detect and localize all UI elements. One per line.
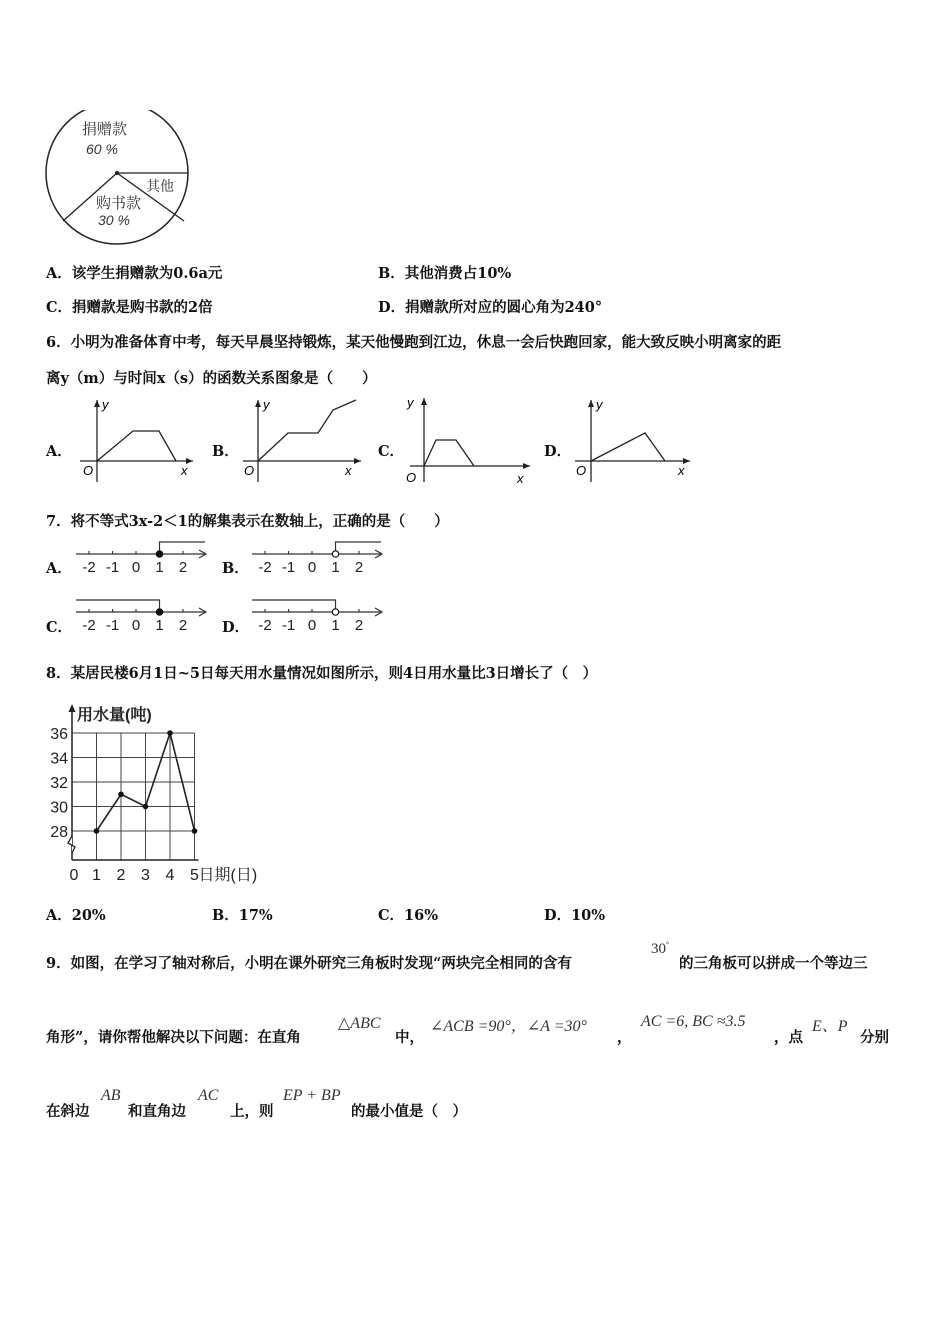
tick-label: -1 bbox=[281, 559, 296, 576]
q5-option-b[interactable]: B．其他消费占10% bbox=[378, 265, 512, 282]
q6-stem-line1: 6．小明为准备体育中考，每天早晨坚持锻炼，某天他慢跑到江边，休息一会后快跑回家，能大致反映小明离家的距 bbox=[46, 334, 782, 351]
q6-stem-line2: 离y（m）与时间x（s）的函数关系图象是（ ） bbox=[46, 370, 377, 387]
tick-label: 0 bbox=[131, 617, 141, 634]
q6-graph-d[interactable] bbox=[570, 396, 692, 486]
y-tick-label: 36 bbox=[50, 726, 68, 743]
solution-ray bbox=[336, 542, 382, 554]
q9-line1-a: 9．如图，在学习了轴对称后，小明在课外研究三角板时发现“两块完全相同的含有 bbox=[46, 955, 572, 972]
tick-label: -1 bbox=[105, 559, 120, 576]
q8-option-a[interactable]: A．20% bbox=[46, 907, 106, 924]
y-tick-label: 32 bbox=[50, 775, 68, 792]
tick-label: -2 bbox=[258, 617, 272, 634]
svg-text:x: x bbox=[678, 463, 685, 478]
tick-label: -1 bbox=[281, 617, 296, 634]
y-axis-arrow bbox=[69, 704, 76, 712]
q9-ab: AB bbox=[101, 1087, 121, 1104]
pie-center-dot bbox=[115, 171, 119, 175]
tick-label: 1 bbox=[331, 559, 340, 576]
tick-label: 0 bbox=[307, 559, 317, 576]
q8-option-c[interactable]: C．16% bbox=[378, 907, 438, 924]
y-tick-label: 28 bbox=[50, 824, 68, 841]
y-axis-label: 用水量(吨) bbox=[77, 707, 152, 724]
water-usage-chart bbox=[40, 700, 285, 885]
q6-graph-b-curve bbox=[258, 400, 356, 461]
q7-numberline-b[interactable] bbox=[250, 540, 388, 582]
data-point bbox=[167, 730, 173, 736]
q9-triangle: △ABC bbox=[338, 1015, 381, 1032]
x-axis-label: 日期(日) bbox=[198, 867, 258, 884]
tick-label: 2 bbox=[178, 559, 188, 576]
pie-label-other: 其他 bbox=[146, 178, 174, 194]
tick-label: -2 bbox=[82, 559, 96, 576]
pie-label-book: 购书款 bbox=[96, 195, 142, 212]
svg-text:y: y bbox=[102, 397, 109, 412]
q7-numberline-d[interactable] bbox=[250, 598, 388, 640]
q8-option-d[interactable]: D．10% bbox=[544, 907, 606, 924]
q9-shang: 上，则 bbox=[230, 1103, 274, 1120]
pie-chart bbox=[40, 110, 195, 250]
pie-pct-donation: 60 % bbox=[86, 141, 118, 157]
q6-graph-c-curve bbox=[424, 440, 474, 466]
q9-line1-b: 的三角板可以拼成一个等边三 bbox=[679, 955, 868, 972]
data-point bbox=[118, 791, 124, 797]
open-dot bbox=[332, 609, 338, 615]
svg-text:O: O bbox=[576, 463, 587, 478]
q8-stem: 8．某居民楼6月1日~5日每天用水量情况如图所示，则4日用水量比3日增长了（ ） bbox=[46, 665, 598, 682]
q9-tail: 的最小值是（ ） bbox=[351, 1103, 467, 1120]
q9-angles: ∠ACB =90°，∠A =30° bbox=[430, 1018, 587, 1035]
data-point bbox=[94, 828, 100, 834]
x-tick-label: 0 bbox=[69, 867, 79, 884]
tick-label: 2 bbox=[354, 559, 364, 576]
q7-option-c-label[interactable]: C． bbox=[46, 619, 73, 636]
q9-dian: ，点 bbox=[774, 1029, 803, 1046]
svg-text:O: O bbox=[406, 470, 417, 485]
data-point bbox=[192, 828, 198, 834]
svg-text:O: O bbox=[83, 463, 94, 478]
svg-text:x: x bbox=[345, 463, 352, 478]
data-point bbox=[143, 804, 149, 810]
svg-text:y: y bbox=[407, 395, 414, 410]
q5-option-a[interactable]: A．该学生捐赠款为0.6a元 bbox=[46, 265, 223, 282]
svg-text:y: y bbox=[263, 397, 270, 412]
tick-label: 0 bbox=[131, 559, 141, 576]
q9-ac: AC bbox=[198, 1087, 219, 1104]
pie-label-donation: 捐赠款 bbox=[82, 121, 128, 138]
q6-graph-a-curve bbox=[97, 431, 176, 461]
tick-label: -2 bbox=[82, 617, 96, 634]
x-tick-label: 3 bbox=[141, 867, 150, 884]
tick-label: -1 bbox=[105, 617, 120, 634]
x-tick-label: 1 bbox=[92, 867, 101, 884]
q9-deg30: 30° bbox=[651, 940, 670, 957]
q9-he: 和直角边 bbox=[128, 1103, 186, 1120]
q6-option-c-label[interactable]: C． bbox=[378, 443, 405, 460]
svg-text:x: x bbox=[517, 471, 524, 486]
q9-line2-a: 角形”，请你帮他解决以下问题：在直角 bbox=[46, 1029, 301, 1046]
y-tick-label: 30 bbox=[50, 799, 68, 817]
q6-graph-b[interactable] bbox=[238, 396, 363, 486]
tick-label: 2 bbox=[178, 617, 188, 634]
q9-sides: AC =6, BC ≈3.5 bbox=[641, 1013, 746, 1030]
q9-zhong: 中， bbox=[395, 1029, 424, 1046]
q5-option-d[interactable]: D．捐赠款所对应的圆心角为240° bbox=[378, 299, 603, 316]
q7-numberline-a[interactable] bbox=[74, 540, 212, 582]
tick-label: 1 bbox=[155, 617, 164, 634]
closed-dot bbox=[156, 609, 162, 615]
q5-option-c[interactable]: C．捐赠款是购书款的2倍 bbox=[46, 299, 213, 316]
open-dot bbox=[332, 551, 338, 557]
q6-option-a-label[interactable]: A． bbox=[46, 443, 72, 460]
q9-points: E、P bbox=[812, 1018, 848, 1035]
svg-text:x: x bbox=[181, 463, 188, 478]
tick-label: 1 bbox=[331, 617, 340, 634]
q6-graph-c[interactable] bbox=[402, 394, 532, 486]
x-tick-label: 5 bbox=[190, 867, 199, 884]
q9-fenbie: 分别 bbox=[860, 1029, 889, 1046]
q7-option-a-label[interactable]: A． bbox=[46, 560, 72, 577]
q6-graph-a[interactable] bbox=[75, 396, 195, 486]
q9-comma: ， bbox=[617, 1029, 632, 1046]
q6-graph-d-curve bbox=[591, 433, 665, 461]
x-tick-label: 2 bbox=[116, 867, 126, 884]
q9-expr: EP + BP bbox=[283, 1087, 341, 1104]
q8-option-b[interactable]: B．17% bbox=[212, 907, 273, 924]
q6-option-b-label[interactable]: B． bbox=[212, 443, 239, 460]
tick-label: 2 bbox=[354, 617, 364, 634]
svg-text:O: O bbox=[244, 463, 255, 478]
q6-option-d-label[interactable]: D． bbox=[544, 443, 572, 460]
q7-option-b-label[interactable]: B． bbox=[222, 560, 249, 577]
tick-label: 1 bbox=[155, 559, 164, 576]
q9-line3-a: 在斜边 bbox=[46, 1103, 90, 1120]
tick-label: 0 bbox=[307, 617, 317, 634]
solution-ray bbox=[160, 542, 206, 554]
x-tick-label: 4 bbox=[165, 867, 175, 884]
tick-label: -2 bbox=[258, 559, 272, 576]
q7-numberline-c[interactable] bbox=[74, 598, 212, 640]
svg-text:y: y bbox=[596, 397, 603, 412]
closed-dot bbox=[156, 551, 162, 557]
y-tick-label: 34 bbox=[50, 750, 68, 768]
q7-option-d-label[interactable]: D． bbox=[222, 619, 250, 636]
q7-stem: 7．将不等式3x-2＜1的解集表示在数轴上，正确的是（ ） bbox=[46, 513, 449, 530]
pie-pct-book: 30 % bbox=[98, 212, 130, 228]
